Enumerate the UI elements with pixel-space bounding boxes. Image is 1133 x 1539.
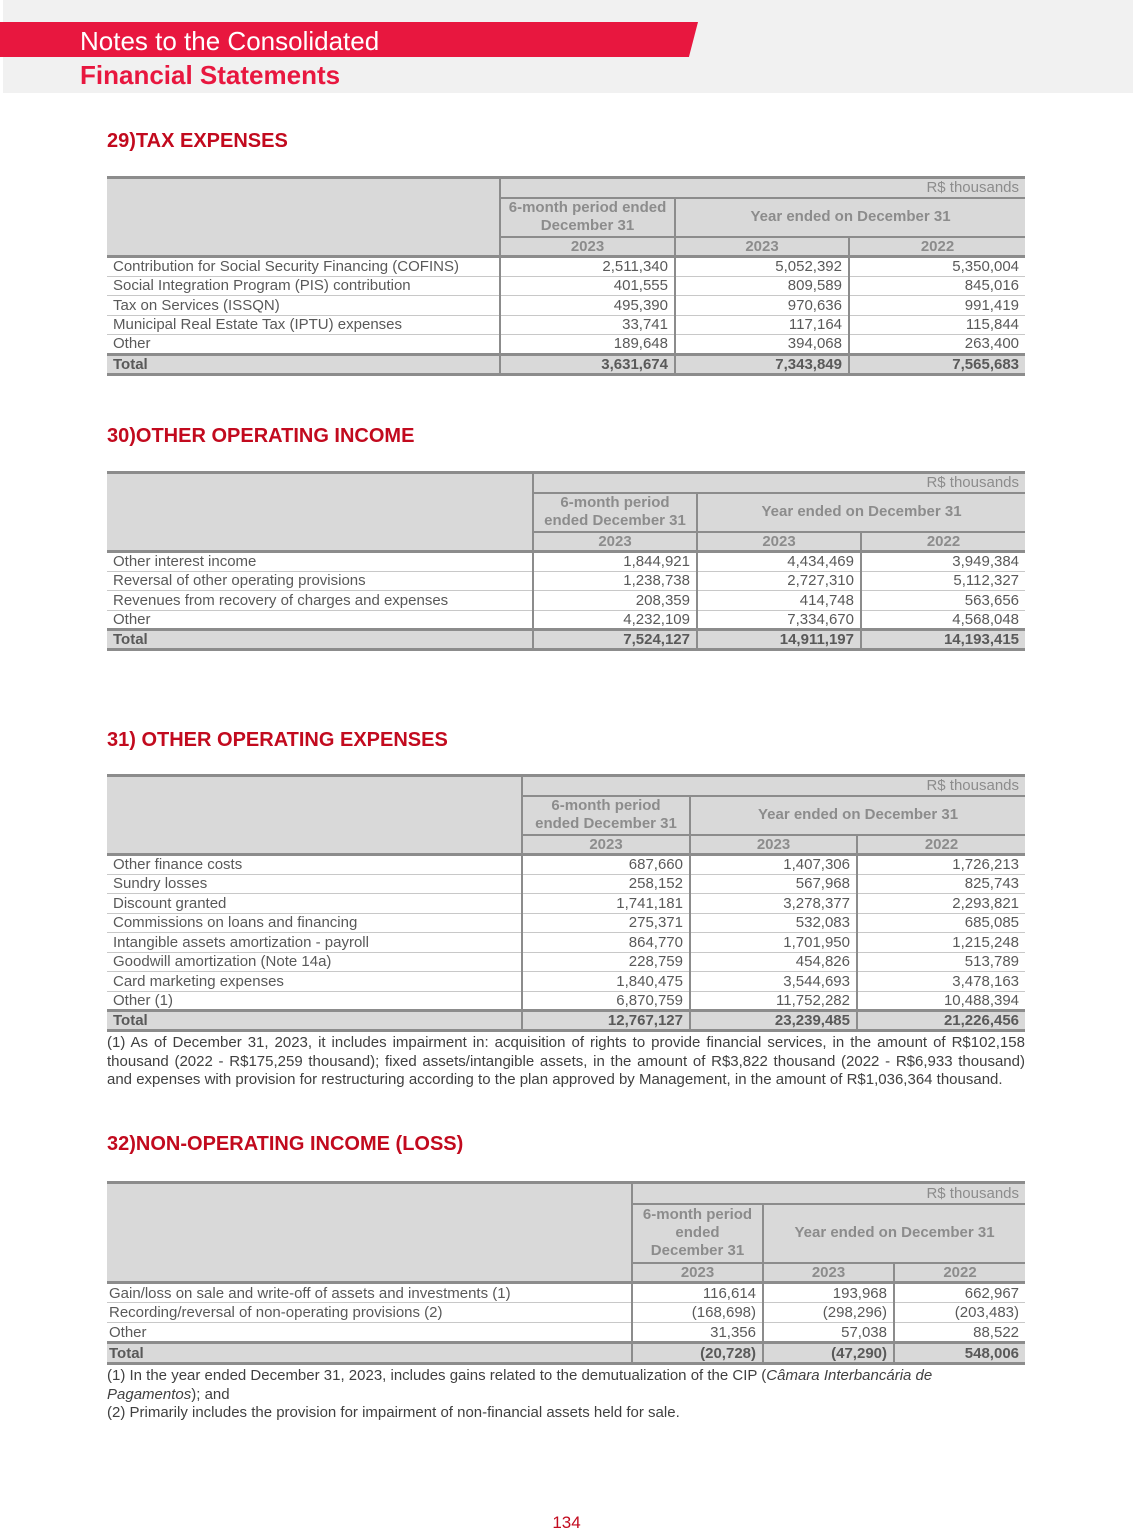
cell-value: 2,511,340	[500, 257, 675, 277]
section-title-30: 30)OTHER OPERATING INCOME	[107, 425, 415, 447]
row-label: Card marketing expenses	[107, 972, 522, 992]
table-row	[107, 1303, 1025, 1323]
cell-value: 193,968	[763, 1283, 894, 1303]
total-row	[107, 354, 1025, 374]
row-label: Contribution for Social Security Financing (COFINS)	[107, 257, 500, 277]
row-label: Other (1)	[107, 991, 522, 1011]
total-value: (20,728)	[632, 1343, 763, 1364]
cell-value: 5,112,327	[861, 571, 1025, 591]
table-row	[107, 591, 1025, 611]
total-value: 548,006	[894, 1343, 1025, 1364]
cell-value: 864,770	[522, 933, 690, 953]
col-header-year: Year ended on December 31	[763, 1204, 1025, 1263]
cell-value: 563,656	[861, 591, 1025, 611]
cell-value: 970,636	[675, 296, 849, 316]
cell-value: 10,488,394	[857, 991, 1025, 1011]
footnote-text: (1) In the year ended December 31, 2023, includes gains related to the demutualization of the CIP (	[107, 1367, 767, 1384]
cell-value: (203,483)	[894, 1303, 1025, 1323]
cell-value: 3,544,693	[690, 972, 857, 992]
section-title-29: 29)TAX EXPENSES	[107, 130, 288, 152]
header-title-line2: Financial Statements	[80, 60, 341, 90]
row-label: Revenues from recovery of charges and expenses	[107, 591, 533, 611]
col-year: 2023	[632, 1263, 763, 1283]
cell-value: 567,968	[690, 874, 857, 894]
cell-value: 825,743	[857, 874, 1025, 894]
total-label: Total	[107, 1343, 632, 1364]
cell-value: 991,419	[849, 296, 1025, 316]
section-title-31: 31) OTHER OPERATING EXPENSES	[107, 729, 448, 751]
table-row	[107, 1283, 1025, 1303]
table-row	[107, 296, 1025, 316]
cell-value: 1,844,921	[533, 552, 697, 572]
cell-value: 2,727,310	[697, 571, 861, 591]
cell-value: 4,232,109	[533, 610, 697, 630]
total-value: 7,343,849	[675, 354, 849, 374]
total-row	[107, 1011, 1025, 1031]
total-value: 14,911,197	[697, 630, 861, 650]
col-year: 2022	[857, 835, 1025, 855]
col-year: 2023	[690, 835, 857, 855]
cell-value: 5,052,392	[675, 257, 849, 277]
cell-value: 454,826	[690, 952, 857, 972]
cell-value: 414,748	[697, 591, 861, 611]
cell-value: 6,870,759	[522, 991, 690, 1011]
row-label: Gain/loss on sale and write-off of assets and investments (1)	[107, 1283, 632, 1303]
cell-value: 5,350,004	[849, 257, 1025, 277]
table-row	[107, 610, 1025, 630]
footnote-32-2: (2) Primarily includes the provision for impairment of non-financial assets held for sale.	[107, 1404, 680, 1421]
table-row	[107, 552, 1025, 572]
cell-value: 3,278,377	[690, 894, 857, 914]
cell-value: (298,296)	[763, 1303, 894, 1323]
cell-value: 11,752,282	[690, 991, 857, 1011]
table-row	[107, 972, 1025, 992]
cell-value: 258,152	[522, 874, 690, 894]
table-row	[107, 571, 1025, 591]
col-year: 2023	[500, 237, 675, 257]
total-row	[107, 1343, 1025, 1364]
table-row	[107, 913, 1025, 933]
cell-value: 1,840,475	[522, 972, 690, 992]
cell-value: 33,741	[500, 315, 675, 335]
cell-value: 513,789	[857, 952, 1025, 972]
cell-value: 208,359	[533, 591, 697, 611]
col-header-period: 6-month period ended December 31	[522, 796, 690, 835]
page-number: 134	[552, 1513, 581, 1532]
cell-value: 1,726,213	[857, 855, 1025, 875]
cell-value: 809,589	[675, 276, 849, 296]
row-label: Sundry losses	[107, 874, 522, 894]
unit-label: R$ thousands	[533, 473, 1025, 493]
total-label: Total	[107, 1011, 522, 1031]
total-value: 12,767,127	[522, 1011, 690, 1031]
unit-label: R$ thousands	[500, 178, 1025, 198]
col-year: 2022	[849, 237, 1025, 257]
cell-value: 275,371	[522, 913, 690, 933]
cell-value: 532,083	[690, 913, 857, 933]
unit-label: R$ thousands	[632, 1183, 1025, 1204]
table-row	[107, 276, 1025, 296]
section-title-32: 32)NON-OPERATING INCOME (LOSS)	[107, 1133, 464, 1155]
row-label: Social Integration Program (PIS) contribution	[107, 276, 500, 296]
cell-value: 4,568,048	[861, 610, 1025, 630]
cell-value: 7,334,670	[697, 610, 861, 630]
footnote-text: ); and	[191, 1385, 230, 1403]
row-label: Tax on Services (ISSQN)	[107, 296, 500, 316]
cell-value: 1,238,738	[533, 571, 697, 591]
cell-value: 401,555	[500, 276, 675, 296]
row-label: Municipal Real Estate Tax (IPTU) expenses	[107, 315, 500, 335]
row-label: Other	[107, 1323, 632, 1343]
header-title-line1: Notes to the Consolidated	[80, 26, 380, 56]
row-label: Commissions on loans and financing	[107, 913, 522, 933]
table-header-blank	[107, 1183, 632, 1283]
total-value: 21,226,456	[857, 1011, 1025, 1031]
total-value: 7,565,683	[849, 354, 1025, 374]
row-label: Other	[107, 610, 533, 630]
cell-value: 687,660	[522, 855, 690, 875]
total-value: 23,239,485	[690, 1011, 857, 1031]
row-label: Other	[107, 335, 500, 355]
footnote-32-1	[107, 1367, 1025, 1404]
row-label: Reversal of other operating provisions	[107, 571, 533, 591]
cell-value: 3,949,384	[861, 552, 1025, 572]
table-row	[107, 894, 1025, 914]
table-header-blank	[107, 178, 500, 257]
col-header-period: 6-month period ended December 31	[533, 493, 697, 532]
cell-value: (168,698)	[632, 1303, 763, 1323]
total-value: 14,193,415	[861, 630, 1025, 650]
unit-label: R$ thousands	[522, 776, 1025, 796]
cell-value: 4,434,469	[697, 552, 861, 572]
col-header-year: Year ended on December 31	[697, 493, 1025, 532]
col-year: 2022	[894, 1263, 1025, 1283]
cell-value: 3,478,163	[857, 972, 1025, 992]
cell-value: 1,701,950	[690, 933, 857, 953]
cell-value: 662,967	[894, 1283, 1025, 1303]
col-year: 2023	[533, 532, 697, 552]
col-header-year: Year ended on December 31	[690, 796, 1025, 835]
row-label: Discount granted	[107, 894, 522, 914]
cell-value: 1,407,306	[690, 855, 857, 875]
col-year: 2023	[675, 237, 849, 257]
tax-expenses-table	[107, 176, 1025, 376]
cell-value: 88,522	[894, 1323, 1025, 1343]
footnote-italic: Câmara Interbancária de Pagamentos	[107, 1367, 933, 1403]
cell-value: 685,085	[857, 913, 1025, 933]
col-year: 2022	[861, 532, 1025, 552]
cell-value: 116,614	[632, 1283, 763, 1303]
cell-value: 115,844	[849, 315, 1025, 335]
col-header-period: 6-month period ended December 31	[500, 198, 675, 237]
cell-value: 228,759	[522, 952, 690, 972]
cell-value: 845,016	[849, 276, 1025, 296]
col-header-year: Year ended on December 31	[675, 198, 1025, 237]
cell-value: 57,038	[763, 1323, 894, 1343]
table-row	[107, 933, 1025, 953]
col-year: 2023	[522, 835, 690, 855]
cell-value: 2,293,821	[857, 894, 1025, 914]
total-value: 7,524,127	[533, 630, 697, 650]
table-header-blank	[107, 473, 533, 552]
cell-value: 263,400	[849, 335, 1025, 355]
cell-value: 31,356	[632, 1323, 763, 1343]
cell-value: 1,215,248	[857, 933, 1025, 953]
cell-value: 189,648	[500, 335, 675, 355]
table-row	[107, 335, 1025, 355]
table-row	[107, 991, 1025, 1011]
total-value: 3,631,674	[500, 354, 675, 374]
table-row	[107, 315, 1025, 335]
cell-value: 117,164	[675, 315, 849, 335]
footnote-31: (1) As of December 31, 2023, it includes impairment in: acquisition of rights to provide financial services, in the amount of R$102,158 thousand (2022 - R$175,259 thousand); fixed assets/intangible assets, in the amount of R$3,822 thousand (2022 - R$6,933 thousand) and expenses with provision for restructuring according to the plan approved by Management, in the amount of R$1,036,364 thousand.	[107, 1034, 1025, 1088]
table-row	[107, 952, 1025, 972]
cell-value: 495,390	[500, 296, 675, 316]
total-label: Total	[107, 630, 533, 650]
total-row	[107, 630, 1025, 650]
table-row	[107, 855, 1025, 875]
total-value: (47,290)	[763, 1343, 894, 1364]
col-header-period: 6-month period ended December 31	[632, 1204, 763, 1263]
row-label: Goodwill amortization (Note 14a)	[107, 952, 522, 972]
row-label: Recording/reversal of non-operating provisions (2)	[107, 1303, 632, 1323]
other-operating-income-table	[107, 471, 1025, 651]
table-row	[107, 257, 1025, 277]
table-row	[107, 874, 1025, 894]
col-year: 2023	[697, 532, 861, 552]
cell-value: 394,068	[675, 335, 849, 355]
row-label: Other finance costs	[107, 855, 522, 875]
total-label: Total	[107, 354, 500, 374]
other-operating-expenses-table	[107, 774, 1025, 1032]
row-label: Other interest income	[107, 552, 533, 572]
table-header-blank	[107, 776, 522, 855]
table-row	[107, 1323, 1025, 1343]
col-year: 2023	[763, 1263, 894, 1283]
cell-value: 1,741,181	[522, 894, 690, 914]
row-label: Intangible assets amortization - payroll	[107, 933, 522, 953]
non-operating-income-table	[107, 1181, 1025, 1365]
